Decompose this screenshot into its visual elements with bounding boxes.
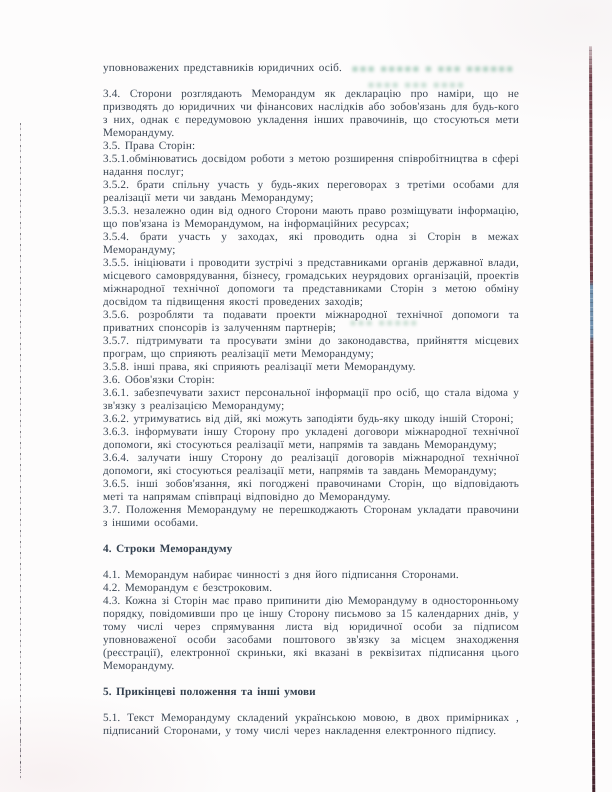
paragraph: 3.5. Права Сторін: [103,140,196,152]
left-scan-edge-line [20,123,21,773]
ink-bleed-smudge: ■■■ ■■■■■ [350,318,419,329]
paragraph: 3.4. Сторони розглядають Меморандум як декларацію про наміри, що не призводять до юридичних чи фінансових наслідків або зобов'язань для будь-кого з них, однак є передумовою укладення інших правочинів, що стосуються мети Меморандуму. [103,88,519,139]
paragraph: 4.1. Меморандум набирає чинності з дня його підписання Сторонами. [103,569,459,581]
left-scan-edge-line-tail [20,720,21,780]
paragraph: 3.5.4. брати участь у заходах, які проводить одна зі Сторін в межах Меморандуму; [103,231,519,256]
paragraph: уповноважених представників юридичних осіб. [103,62,342,74]
paragraph: 3.6.2. утримуватись від дій, які можуть заподіяти будь-яку шкоду іншій Стороні; [103,413,514,425]
ink-bleed-smudge: ■■■ ■■■■■ ■ ■■■ ■■■■■■ [352,64,515,75]
paragraph: 5.1. Текст Меморандуму складений українською мовою, в двох примірниках , підписаний Сторонами, у тому числі через накладення електронного підпису. [103,712,519,737]
paragraph: 3.5.8. інші права, які сприяють реалізації мети Меморандуму. [103,361,416,373]
paragraph: 3.7. Положення Меморандуму не перешкоджають Сторонам укладати правочини з іншими особами. [103,504,519,529]
right-scan-edge-line [589,46,595,792]
paragraph: 3.5.3. незалежно один від одного Сторони мають право розміщувати інформацію, що пов'язана із Меморандумом, на інформаційних ресурсах; [103,205,519,230]
paragraph: 3.5.6. розробляти та подавати проекти міжнародної технічної допомоги та приватних спонсорів із залученням партнерів; [103,309,519,334]
paragraph: 3.6. Обов'язки Сторін: [103,374,215,386]
paragraph: 3.5.2. брати спільну участь у будь-яких переговорах з третіми особами для реалізації мети чи завдань Меморандуму; [103,179,519,204]
paragraph: 3.6.4. залучати іншу Сторону до реалізації договорів міжнародної технічної допомоги, які стосуються реалізації мети, напрямів та завдань Меморандуму; [103,452,519,477]
paragraph: 3.5.7. підтримувати та просувати зміни до законодавства, прийняття місцевих програм, що сприяють реалізації мети Меморандуму; [103,335,519,360]
paragraph: 3.6.1. забезпечувати захист персональної інформації про осіб, що стала відома у зв'язку з реалізацією Меморандуму; [103,387,519,412]
paragraph: 3.5.1.обмінюватись досвідом роботи з метою розширення співробітництва в сфері надання послуг; [103,153,519,178]
paragraph: 3.6.3. інформувати іншу Сторону про укладені договори міжнародної технічної допомоги, які стосуються реалізації мети, напрямів та завдань Меморандуму; [103,426,519,451]
paragraph: 4.2. Меморандум є безстроковим. [103,582,273,594]
paragraph: 4.3. Кожна зі Сторін має право припинити дію Меморандуму в односторонньому порядку, повідомивши про це іншу Сторону письмово за 15 календарних днів, у тому числі через спрямування листа від юридичної особи за підписом уповноваженої особи засобами поштового зв'язку за місцем знаходження (реєстрації), електронної скриньки, які вказані в реквізитах підписання цього Меморандуму. [103,595,519,672]
section-heading: 5. Прикінцеві положення та інші умови [103,686,316,698]
paragraph: 3.5.5. ініціювати і проводити зустрічі з представниками органів державної влади, місцевого самоврядування, бізнесу, громадських неурядових організацій, проектів міжнародної технічної допомоги та представниками Сторін з метою обміну досвідом та підвищення якості проведених заходів; [103,257,519,308]
ink-bleed-smudge: ■■■■ ■■■ ■■■■ [368,80,466,91]
paragraph: 3.6.5. інші зобов'язання, які погоджені правочинами Сторін, що відповідають меті та напрямам співпраці відповідно до Меморандуму. [103,478,519,503]
section-heading: 4. Строки Меморандуму [103,543,233,555]
document-text [103,62,519,738]
